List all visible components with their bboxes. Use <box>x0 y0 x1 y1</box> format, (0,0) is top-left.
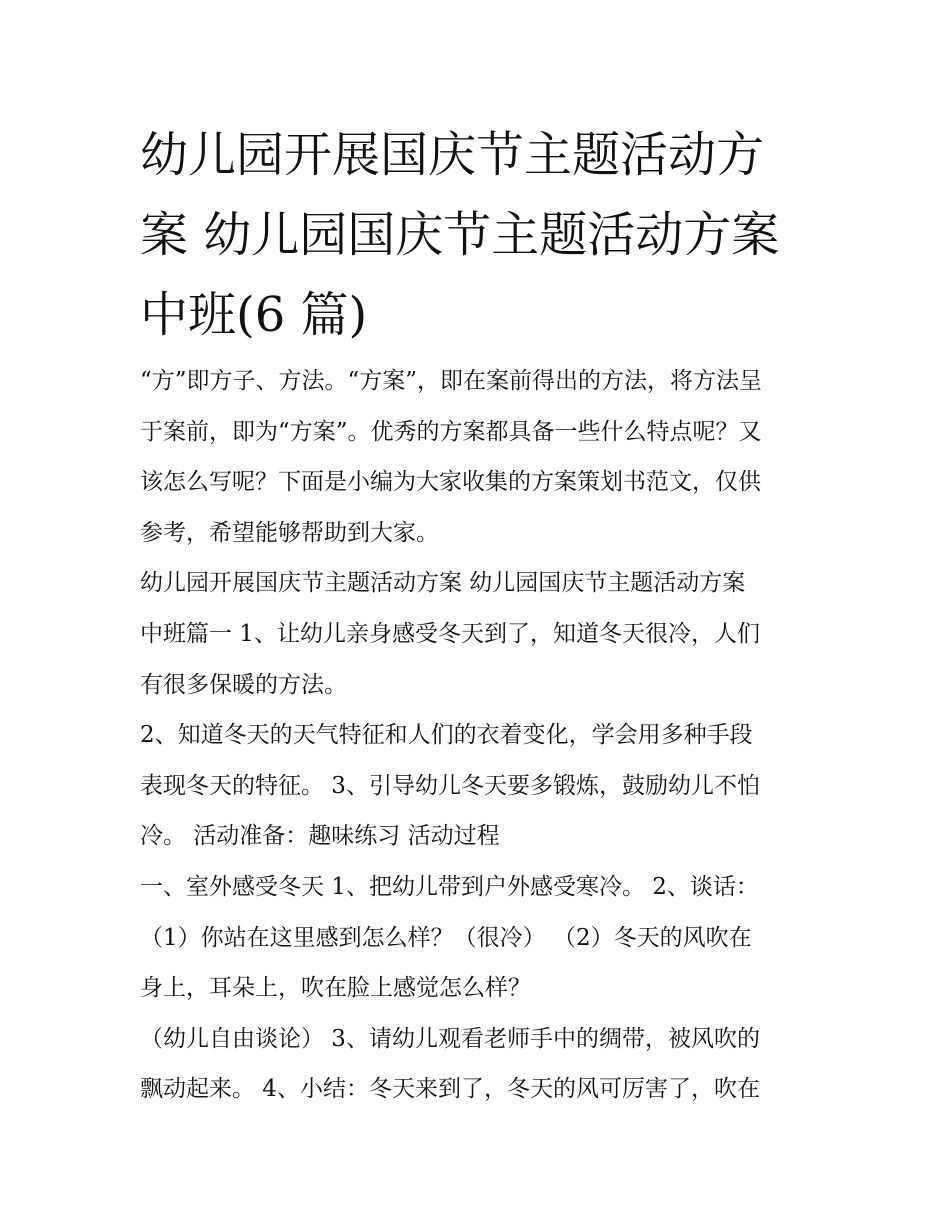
body-line: 中班篇一 1、让幼儿亲身感受冬天到了，知道冬天很冷，人们 <box>140 620 760 647</box>
title-line: 案 幼儿园国庆节主题活动方案 <box>140 207 780 263</box>
body-line: 有很多保暖的方法。 <box>140 671 347 698</box>
body-line: “方”即方子、方法。“方案”，即在案前得出的方法，将方法呈 <box>140 368 763 394</box>
body-line: 于案前，即为“方案”。优秀的方案都具备一些什么特点呢？又 <box>140 418 762 445</box>
title-line: 幼儿园开展国庆节主题活动方 <box>140 127 765 183</box>
body-line: 一、室外感受冬天 1、把幼儿带到户外感受寒冷。 2、谈话： <box>140 873 759 900</box>
body-line: 2、知道冬天的天气特征和人们的衣着变化，学会用多种手段 <box>140 722 753 749</box>
body-line: （1）你站在这里感到怎么样？（很冷） （2）冬天的风吹在 <box>140 924 752 951</box>
body-line: 冷。 活动准备：趣味练习 活动过程 <box>140 823 500 850</box>
body-line: （幼儿自由谈论） 3、请幼儿观看老师手中的绸带，被风吹的 <box>140 1025 760 1052</box>
body-line: 参考，希望能够帮助到大家。 <box>140 519 439 546</box>
document-body <box>140 356 830 1115</box>
title-line: 中班(6 篇) <box>140 287 368 343</box>
body-line: 表现冬天的特征。 3、引导幼儿冬天要多锻炼，鼓励幼儿不怕 <box>140 772 760 799</box>
body-line: 该怎么写呢？下面是小编为大家收集的方案策划书范文，仅供 <box>140 469 761 496</box>
body-line: 幼儿园开展国庆节主题活动方案 幼儿园国庆节主题活动方案 <box>140 570 746 597</box>
document-title <box>140 115 820 355</box>
body-line: 身上，耳朵上，吹在脸上感觉怎么样？ <box>140 975 531 1002</box>
body-line: 飘动起来。 4、小结：冬天来到了，冬天的风可厉害了，吹在 <box>140 1076 760 1103</box>
